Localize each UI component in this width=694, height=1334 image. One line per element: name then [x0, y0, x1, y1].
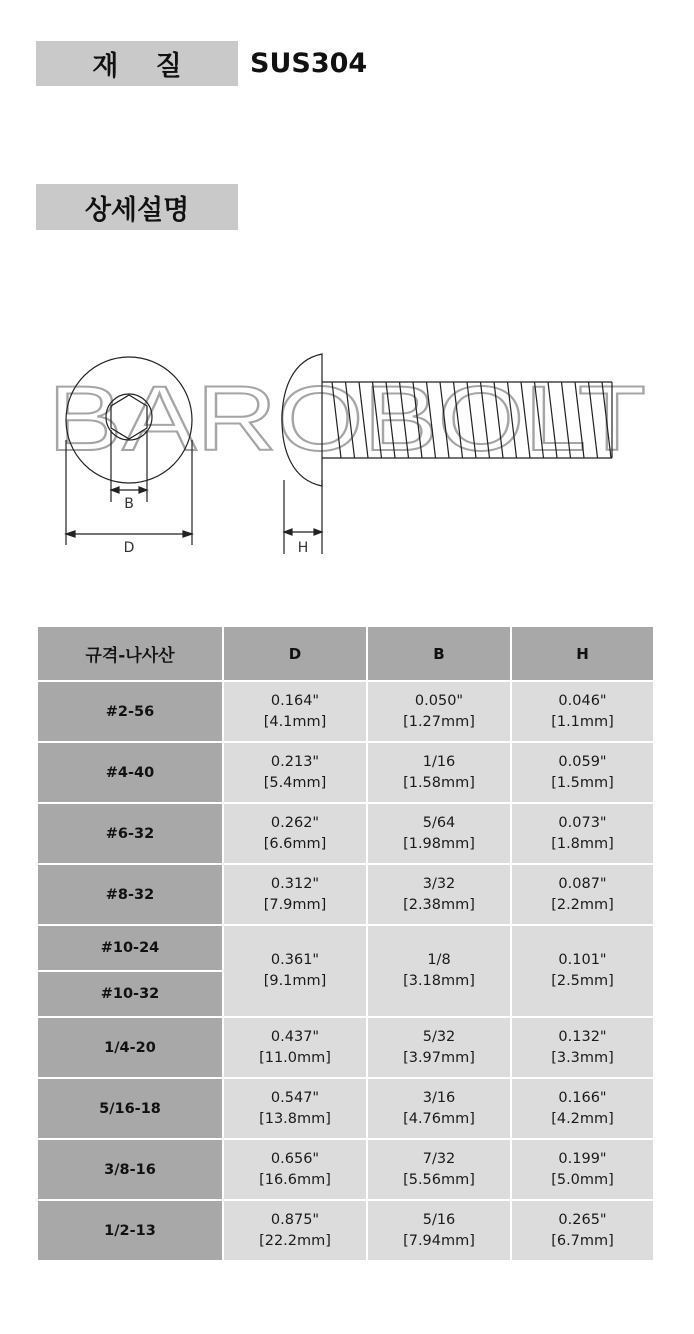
- detail-label: 상세설명: [36, 184, 238, 230]
- cell-size: #6-32: [37, 803, 223, 864]
- cell-h: 0.073" [1.8mm]: [511, 803, 654, 864]
- table-row: [37, 1139, 654, 1200]
- table-row: [37, 803, 654, 864]
- table-row: [37, 681, 654, 742]
- cell-b: 3/32 [2.38mm]: [367, 864, 511, 925]
- table-row: [37, 1200, 654, 1261]
- cell-h: 0.166" [4.2mm]: [511, 1078, 654, 1139]
- dimension-d-label: D: [123, 540, 135, 556]
- cell-b: 3/16 [4.76mm]: [367, 1078, 511, 1139]
- spec-table: [36, 625, 655, 1262]
- table-row: [37, 864, 654, 925]
- cell-d: 0.547" [13.8mm]: [223, 1078, 367, 1139]
- cell-size: 5/16-18: [37, 1078, 223, 1139]
- cell-h: 0.101" [2.5mm]: [511, 925, 654, 1017]
- cell-b: 1/8 [3.18mm]: [367, 925, 511, 1017]
- material-value: SUS304: [250, 48, 368, 79]
- watermark-text: BAROBOLT: [48, 368, 646, 470]
- cell-h: 0.087" [2.2mm]: [511, 864, 654, 925]
- cell-size: #2-56: [37, 681, 223, 742]
- cell-h: 0.132" [3.3mm]: [511, 1017, 654, 1078]
- cell-b: 0.050" [1.27mm]: [367, 681, 511, 742]
- cell-d: 0.875" [22.2mm]: [223, 1200, 367, 1261]
- cell-size: 3/8-16: [37, 1139, 223, 1200]
- cell-d: 0.262" [6.6mm]: [223, 803, 367, 864]
- table-row: [37, 1017, 654, 1078]
- cell-h: 0.046" [1.1mm]: [511, 681, 654, 742]
- cell-h: 0.059" [1.5mm]: [511, 742, 654, 803]
- cell-h: 0.199" [5.0mm]: [511, 1139, 654, 1200]
- cell-d: 0.164" [4.1mm]: [223, 681, 367, 742]
- header-d: D: [223, 626, 367, 681]
- cell-size: #10-32: [37, 971, 223, 1017]
- cell-b: 1/16 [1.58mm]: [367, 742, 511, 803]
- cell-b: 7/32 [5.56mm]: [367, 1139, 511, 1200]
- dimension-h-label: H: [297, 540, 309, 556]
- dimension-b-label: B: [124, 496, 134, 512]
- cell-d: 0.437" [11.0mm]: [223, 1017, 367, 1078]
- material-label: 재 질: [36, 41, 238, 86]
- cell-d: 0.656" [16.6mm]: [223, 1139, 367, 1200]
- cell-size: #4-40: [37, 742, 223, 803]
- cell-b: 5/16 [7.94mm]: [367, 1200, 511, 1261]
- table-row: [37, 925, 654, 971]
- cell-b: 5/64 [1.98mm]: [367, 803, 511, 864]
- cell-h: 0.265" [6.7mm]: [511, 1200, 654, 1261]
- header-b: B: [367, 626, 511, 681]
- cell-b: 5/32 [3.97mm]: [367, 1017, 511, 1078]
- cell-d: 0.361" [9.1mm]: [223, 925, 367, 1017]
- header-size: 규격-나사산: [37, 626, 223, 681]
- cell-d: 0.312" [7.9mm]: [223, 864, 367, 925]
- cell-d: 0.213" [5.4mm]: [223, 742, 367, 803]
- table-row: [37, 742, 654, 803]
- cell-size: #10-24: [37, 925, 223, 971]
- cell-size: #8-32: [37, 864, 223, 925]
- table-row: [37, 1078, 654, 1139]
- cell-size: 1/2-13: [37, 1200, 223, 1261]
- bolt-diagram: [40, 330, 660, 570]
- cell-size: 1/4-20: [37, 1017, 223, 1078]
- header-h: H: [511, 626, 654, 681]
